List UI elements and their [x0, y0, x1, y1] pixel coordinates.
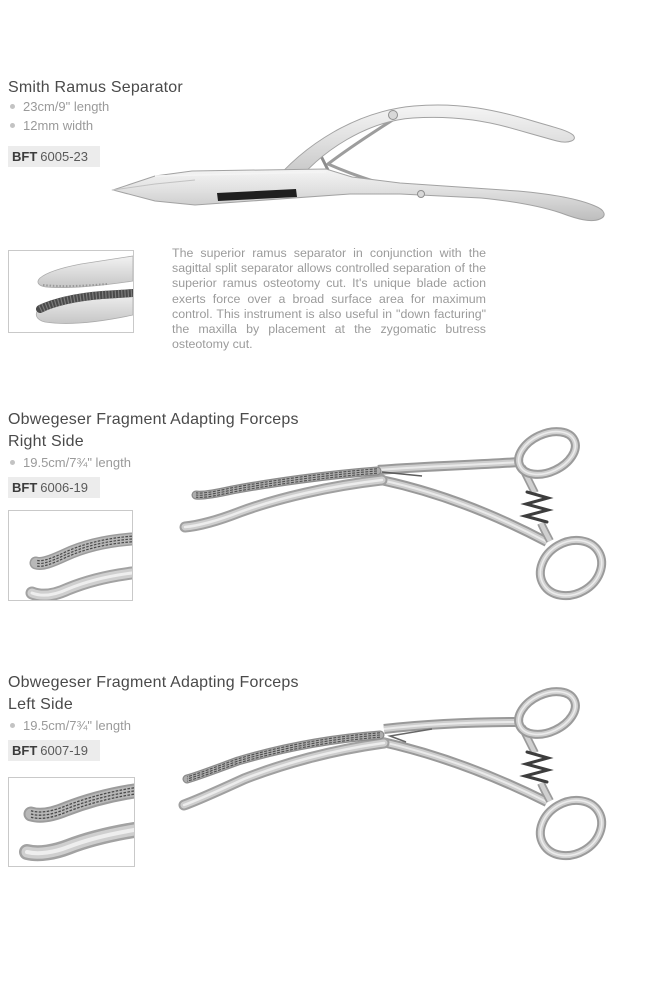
spec-text: 19.5cm/7¾" length [23, 718, 131, 733]
grooved-jaw [36, 536, 132, 566]
code-prefix: BFT [12, 743, 38, 758]
bullet-icon [10, 460, 15, 465]
code-number: 6007-19 [40, 743, 88, 758]
product-photo-obwegeser-right [170, 420, 664, 620]
upper-finger-ring [512, 683, 582, 743]
bullet-icon [10, 123, 15, 128]
product-subtitle: Right Side [8, 433, 84, 450]
spec-item [10, 116, 109, 135]
bullet-icon [10, 104, 15, 109]
forceps-illustration [170, 420, 664, 620]
code-prefix: BFT [12, 149, 38, 164]
forceps-upper-arm [384, 722, 519, 729]
detail-thumbnail [8, 250, 134, 333]
forceps-upper-jaw [187, 733, 380, 781]
screw-icon [389, 111, 398, 120]
tip-detail-illustration [9, 778, 134, 866]
spec-item [10, 716, 131, 735]
code-prefix: BFT [12, 480, 38, 495]
product-code-badge [8, 740, 100, 761]
spec-text: 19.5cm/7¾" length [23, 455, 131, 470]
product-title-text: Smith Ramus Separator [8, 79, 183, 96]
product-code-badge [8, 477, 100, 498]
spec-text: 23cm/9" length [23, 99, 110, 114]
product-code-badge [8, 146, 100, 167]
coil-spring [525, 492, 548, 522]
product-title-text: Obwegeser Fragment Adapting Forceps [8, 674, 299, 691]
separator-illustration [100, 85, 664, 235]
spec-list [10, 97, 109, 135]
product-photo-obwegeser-left [170, 680, 664, 880]
code-number: 6006-19 [40, 480, 88, 495]
detail-thumbnail [8, 510, 133, 601]
tip-detail-illustration [9, 251, 133, 332]
product-title-text: Obwegeser Fragment Adapting Forceps [8, 411, 299, 428]
code-number: 6005-23 [40, 149, 88, 164]
spec-text: 12mm width [23, 118, 94, 133]
forceps-lower-jaw [185, 480, 382, 527]
spec-item [10, 453, 131, 472]
spec-list [10, 453, 131, 472]
upper-jaw [38, 256, 133, 288]
grooved-jaw [31, 788, 134, 819]
product-description: The superior ramus separator in conjunction with the sagittal split separator allows controlled separation of the superior ramus osteotomy cut. It's unique blade action exerts force over a broad surface area for maximum control. This instrument is also useful in "down facturing" the maxilla by placement at the zygomatic butress osteotomy cut. [172, 246, 486, 352]
forceps-upper-arm [378, 462, 519, 470]
coil-spring [525, 752, 548, 782]
product-subtitle: Left Side [8, 696, 73, 713]
bullet-icon [10, 723, 15, 728]
detail-thumbnail [8, 777, 135, 867]
smooth-jaw [32, 573, 132, 595]
screw-icon [418, 191, 425, 198]
upper-finger-ring [512, 423, 582, 483]
spec-item [10, 97, 109, 116]
spec-list [10, 716, 131, 735]
smooth-jaw [27, 830, 134, 853]
forceps-lower-arm [378, 741, 547, 802]
product-photo-smith-ramus-separator [100, 85, 664, 235]
tip-detail-illustration [9, 511, 132, 600]
forceps-lower-arm [376, 479, 547, 542]
forceps-illustration [170, 680, 664, 880]
